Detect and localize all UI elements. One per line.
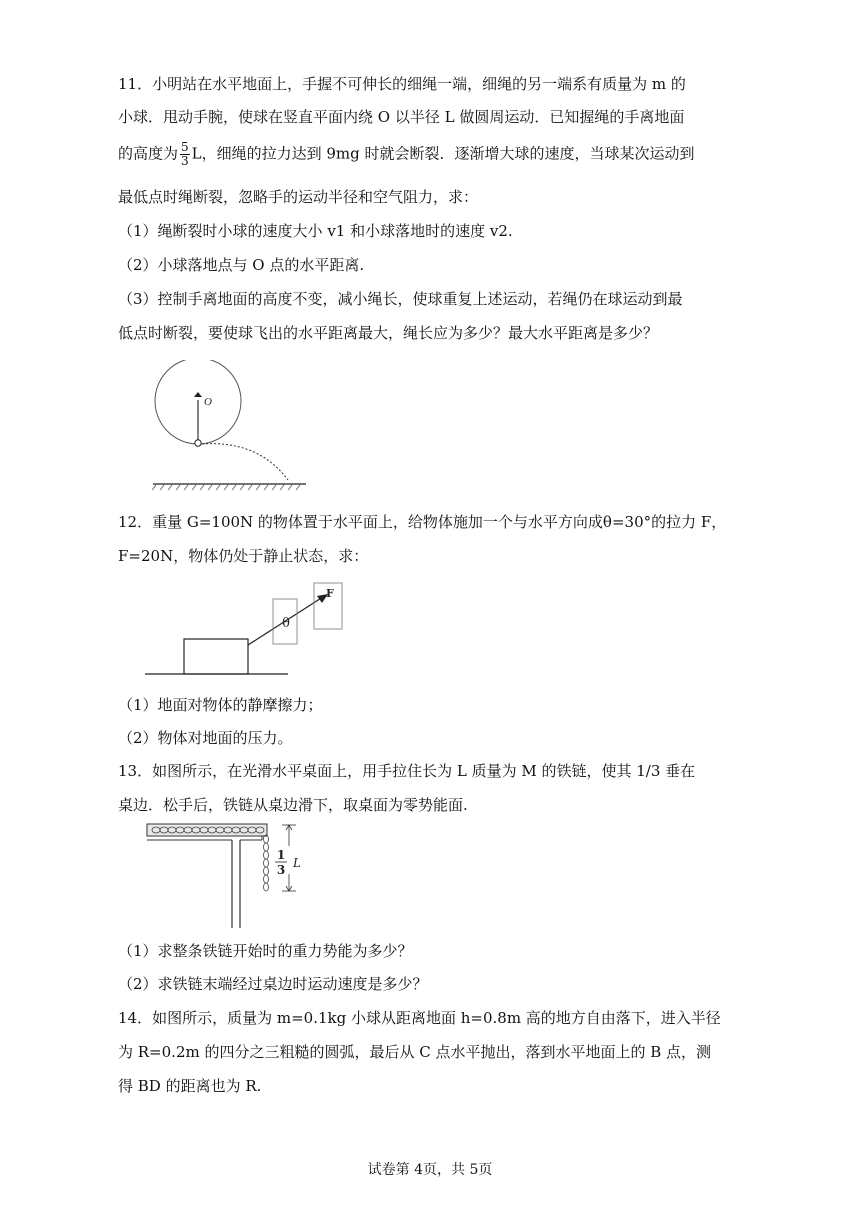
q14-line-3: 得 BD 的距离也为 R. — [118, 1077, 262, 1095]
q11-part-3b: 低点时断裂，要使球飞出的水平距离最大，绳长应为多少？最大水平距离是多少？ — [118, 324, 659, 342]
q11-part-2: （2）小球落地点与 O 点的水平距离. — [118, 256, 365, 274]
q13-line-2: 桌边．松手后，铁链从桌边滑下，取桌面为零势能面. — [118, 796, 468, 814]
q12-figure — [140, 578, 350, 680]
point-o-label: O — [204, 396, 212, 408]
q13-part-2: （2）求铁链末端经过桌边时运动速度是多少？ — [118, 975, 428, 993]
block — [184, 639, 248, 674]
q11-part-3a: （3）控制手离地面的高度不变，减小绳长，使球重复上述运动，若绳仍在球运动到最 — [118, 290, 683, 308]
q11-figure — [148, 360, 318, 496]
q12-part-1: （1）地面对物体的静摩擦力； — [118, 696, 323, 714]
q11-line-3-post: L，细绳的拉力达到 9mg 时就会断裂．逐渐增大球的速度，当球某次运动到 — [191, 144, 695, 163]
q13-part-1: （1）求整条铁链开始时的重力势能为多少？ — [118, 942, 413, 960]
fraction-three: 3 — [276, 863, 286, 877]
ball — [195, 440, 201, 446]
page-footer: 试卷第 4页，共 5页 — [367, 1162, 493, 1178]
theta-label: θ — [282, 616, 290, 631]
hanging-chain — [264, 835, 269, 891]
q13-line-1: 13．如图所示，在光滑水平桌面上，用手拉住长为 L 质量为 M 的铁链，使其 1/3 垂在 — [118, 762, 696, 780]
fraction — [180, 141, 190, 168]
q11-part-1: （1）绳断裂时小球的速度大小 v1 和小球落地时的速度 v2. — [118, 222, 513, 240]
force-f-label: F — [326, 587, 334, 600]
length-l-label: L — [293, 856, 301, 870]
q11-line-1: 11．小明站在水平地面上，手握不可伸长的细绳一端，细绳的另一端系有质量为 m 的 — [118, 75, 686, 93]
q12-line-2: F=20N，物体仍处于静止状态，求： — [118, 547, 369, 565]
q11-line-2: 小球．甩动手腕，使球在竖直平面内绕 O 以半径 L 做圆周运动．已知握绳的手离地面 — [118, 108, 685, 126]
hand-icon — [194, 392, 202, 397]
q11-line-4: 最低点时绳断裂，忽略手的运动半径和空气阻力，求： — [118, 188, 479, 206]
trajectory — [202, 444, 288, 480]
q14-line-1: 14．如图所示，质量为 m=0.1kg 小球从距离地面 h=0.8m 高的地方自由落下，进入半径 — [118, 1009, 721, 1027]
fraction-one: 1 — [276, 848, 286, 862]
table-top — [147, 824, 267, 836]
fraction-numerator: 5 — [181, 140, 189, 154]
q12-line-1: 12．重量 G=100N 的物体置于水平面上，给物体施加一个与水平方向成θ=30°的拉力 F， — [118, 513, 727, 531]
fraction-denominator: 3 — [181, 154, 189, 168]
ground-hatching — [152, 485, 300, 490]
q13-figure — [144, 822, 314, 930]
q12-part-2: （2）物体对地面的压力。 — [118, 729, 293, 747]
q14-line-2: 为 R=0.2m 的四分之三粗糙的圆弧，最后从 C 点水平抛出，落到水平地面上的 B 点，测 — [118, 1043, 712, 1061]
q11-line-3 — [118, 141, 695, 168]
q11-line-3-pre: 的高度为 — [118, 144, 179, 163]
